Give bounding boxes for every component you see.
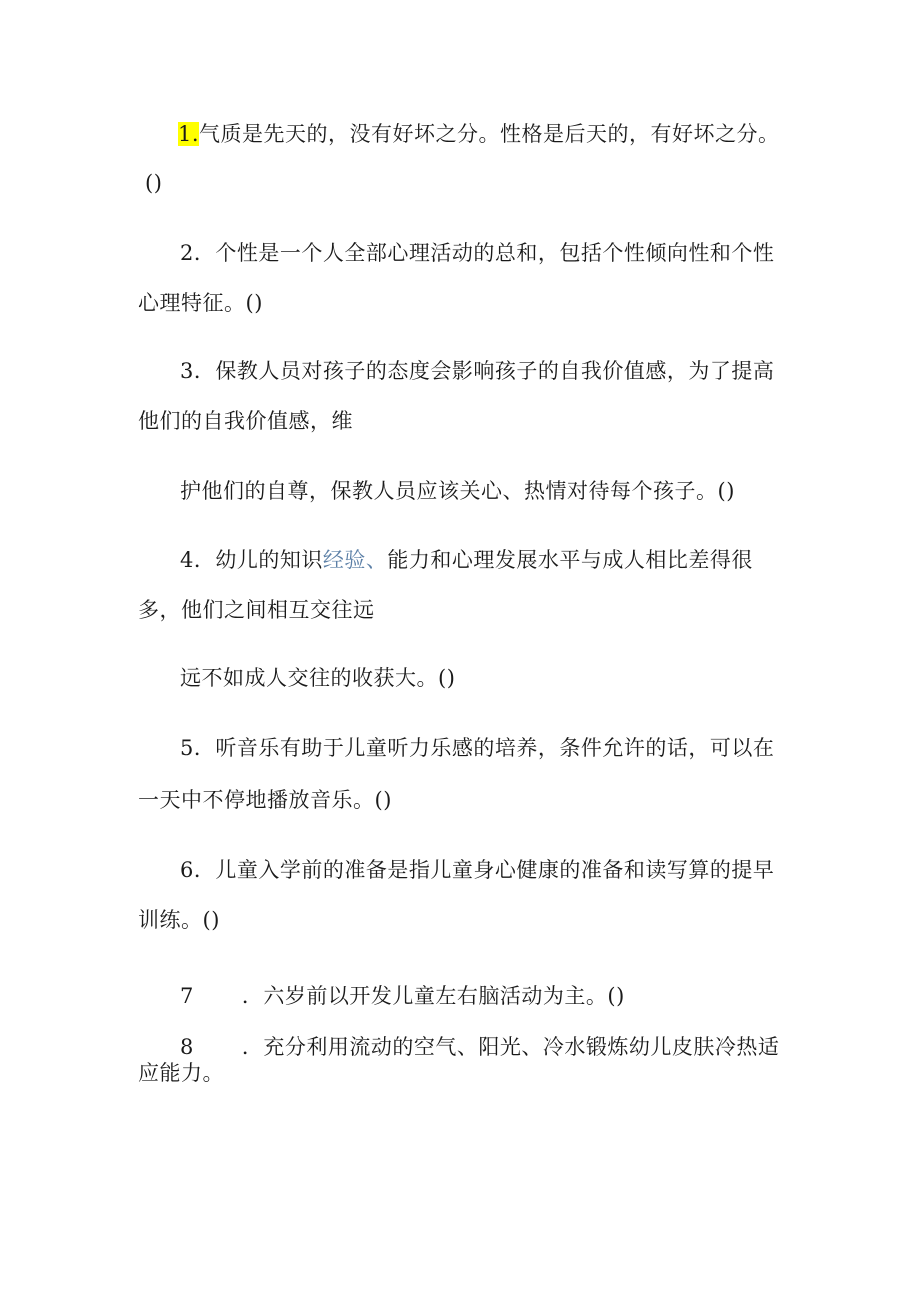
question-3-number: 3 (180, 359, 194, 383)
question-6-number: 6 (180, 858, 194, 882)
question-4-line-3 (180, 663, 455, 693)
question-5-number: 5 (180, 736, 194, 760)
question-8-text-2: 应能力。 (138, 1061, 224, 1085)
question-3-text-2: 他们的自我价值感，维 (138, 409, 353, 433)
question-3-text-1: ．保教人员对孩子的态度会影响孩子的自我价值感，为了提高 (193, 359, 775, 383)
question-1-text: 气质是先天的，没有好坏之分。性格是后天的，有好坏之分。 (199, 122, 780, 146)
question-5-line-2 (138, 785, 392, 815)
question-6-line-2 (138, 905, 220, 935)
question-1-number: 1. (178, 122, 200, 146)
question-1-answer-blank: () (145, 171, 163, 195)
question-3-line-2 (138, 406, 353, 436)
question-4-link[interactable]: 经验、 (322, 548, 388, 572)
question-1-line-2 (145, 168, 162, 198)
question-6-text-1: ．儿童入学前的准备是指儿童身心健康的准备和读写算的提早 (193, 858, 775, 882)
question-4-text-3: 远不如成人交往的收获大。() (180, 666, 456, 690)
question-5-text-2: 一天中不停地播放音乐。() (138, 788, 392, 812)
question-6-text-2: 训练。() (138, 908, 220, 932)
question-3-text-3: 护他们的自尊，保教人员应该关心、热情对待每个孩子。() (180, 479, 735, 503)
question-7-text-1: ．六岁前以开发儿童左右脑活动为主。() (241, 984, 625, 1008)
question-5-line-1 (180, 733, 774, 763)
question-1-line-1 (178, 119, 780, 149)
question-2-number: 2 (180, 241, 194, 265)
question-4-text-2: 多，他们之间相互交往远 (138, 598, 375, 622)
question-8-line-2 (138, 1058, 224, 1088)
question-4-number: 4 (180, 548, 194, 572)
question-7-number: 7 (180, 984, 194, 1008)
question-3-line-1 (180, 356, 774, 386)
question-6-line-1 (180, 855, 774, 885)
question-8-text-1: ．充分利用流动的空气、阳光、冷水锻炼幼儿皮肤冷热适 (241, 1035, 780, 1059)
question-2-line-2 (138, 288, 263, 318)
question-3-line-3 (180, 476, 735, 506)
question-8-line-1 (180, 1032, 779, 1062)
question-8-number: 8 (180, 1035, 194, 1059)
question-2-text-2: 心理特征。() (138, 291, 263, 315)
question-2-text-1: ．个性是一个人全部心理活动的总和，包括个性倾向性和个性 (193, 241, 775, 265)
question-7-line-1 (180, 981, 625, 1011)
question-4-line-1 (180, 545, 753, 575)
question-4-text-after-link: 能力和心理发展水平与成人相比差得很 (387, 548, 753, 572)
question-2-line-1 (180, 238, 774, 268)
question-5-text-1: ．听音乐有助于儿童听力乐感的培养，条件允许的话，可以在 (193, 736, 775, 760)
question-4-text-before-link: ．幼儿的知识 (193, 548, 323, 572)
question-4-line-2 (138, 595, 375, 625)
